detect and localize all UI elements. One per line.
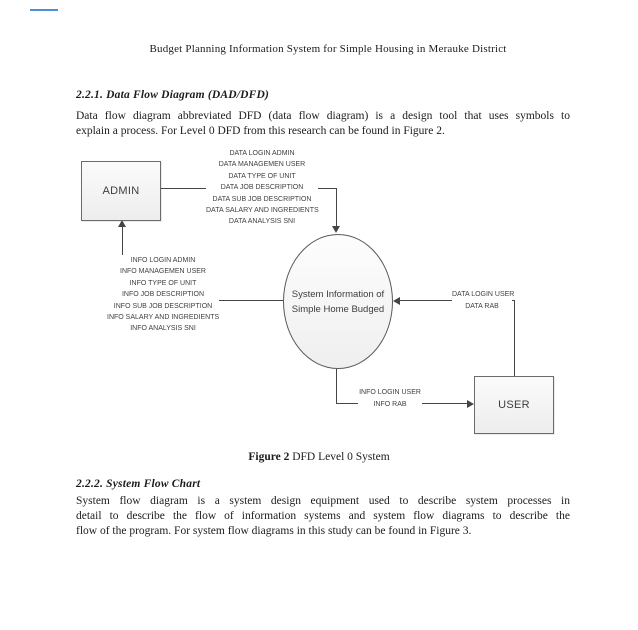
section-heading-222: 2.2.2. System Flow Chart [76,478,201,490]
text-line: DATA LOGIN ADMIN [229,150,295,157]
running-header: Budget Planning Information System for Simple Housing in Merauke District [149,43,507,55]
flow-label-system-to-admin [107,255,219,335]
text-line: DATA MANAGEMEN USER [218,161,306,169]
text-line: DATA JOB DESCRIPTION [220,184,304,192]
flow-line-user-to-system-v [514,300,515,376]
flow-label-system-to-user [358,387,422,410]
text-line: flow of the program. For system flow diagrams in this study can be found in Figure 3. [76,525,472,537]
text-line: DATA LOGIN USER [452,291,515,298]
text-line: INFO SALARY AND INGREDIENTS [107,314,220,322]
text-line: INFO SUB JOB DESCRIPTION [113,302,213,310]
text-line: System flow diagram is a system design equipment used to describe system processes in [76,495,570,507]
arrowhead-into-process-right [393,297,400,305]
text-line: DATA SUB JOB DESCRIPTION [212,195,312,203]
text-line: INFO LOGIN USER [359,389,421,396]
text-line: INFO TYPE OF UNIT [129,279,197,287]
text-line: System Information of [291,288,385,300]
text-line: explain a process. For Level 0 DFD from this research can be found in Figure 2. [76,125,445,137]
user-entity [474,376,554,434]
arrowhead-into-admin [118,220,126,227]
text-line: DATA TYPE OF UNIT [228,172,296,180]
arrowhead-into-process-top [332,226,340,233]
text-line: INFO MANAGEMEN USER [120,268,206,276]
text-line: Simple Home Budged [291,303,385,315]
process-ellipse [283,234,393,369]
figure-caption-number: Figure 2 [248,451,290,463]
text-line: DATA RAB [465,303,499,310]
text-line: Data flow diagram abbreviated DFD (data flow diagram) is a design tool that uses symbols to [76,110,570,122]
flow-line-system-to-user-v [336,369,337,404]
paragraph-222 [76,494,570,539]
text-line: DATA SALARY AND INGREDIENTS [206,207,319,215]
text-line: INFO RAB [373,400,407,408]
flow-label-admin-to-system [206,148,318,228]
text-line: INFO JOB DESCRIPTION [121,291,205,299]
user-entity-label: USER [498,399,530,411]
figure-caption-text: DFD Level 0 System [289,451,390,463]
figure-caption [0,450,638,464]
text-line: DATA ANALYSIS SNI [228,218,296,226]
admin-entity [81,161,161,221]
flow-line-admin-to-system-v [336,188,337,228]
admin-entity-label: ADMIN [102,185,140,197]
section-heading-221: 2.2.1. Data Flow Diagram (DAD/DFD) [76,89,270,101]
text-line: INFO ANALYSIS SNI [130,325,196,333]
text-line: detail to describe the flow of information systems and system flow diagrams to describe the [76,510,570,522]
text-line: INFO LOGIN ADMIN [130,257,196,264]
flow-label-user-to-system [452,289,515,313]
arrowhead-into-user [467,400,474,408]
